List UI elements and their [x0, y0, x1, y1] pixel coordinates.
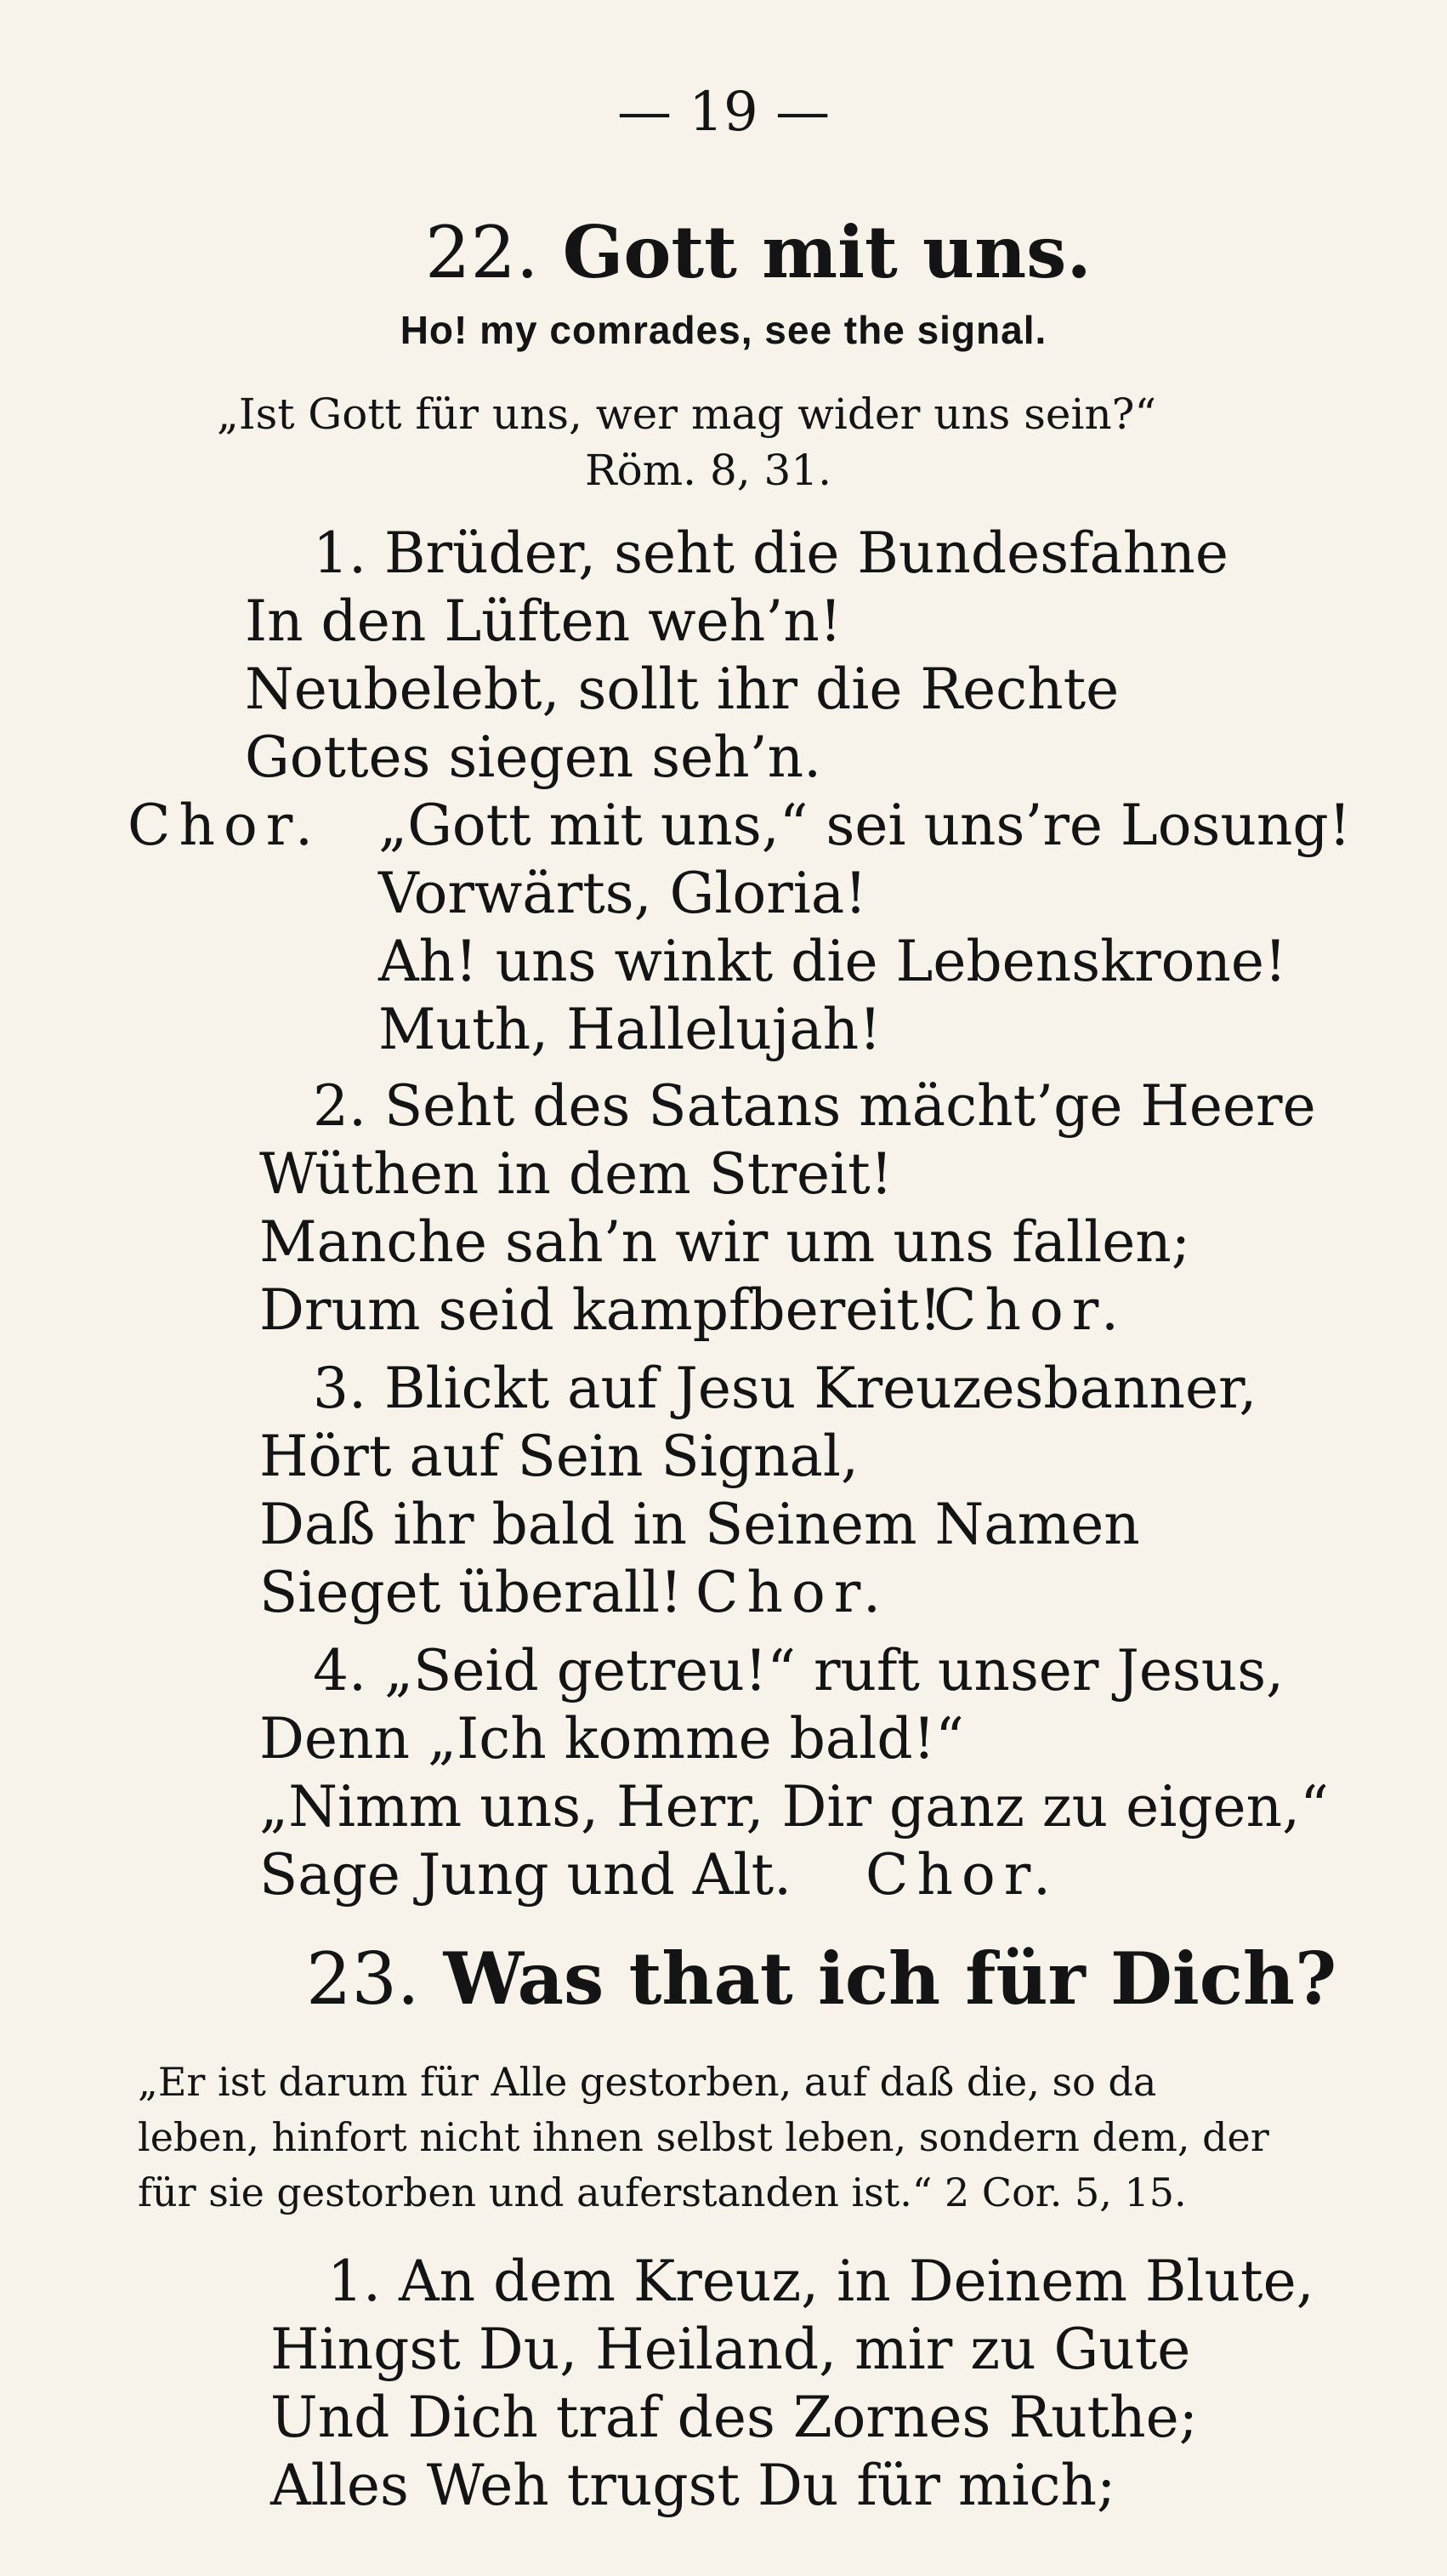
hymn-23-epigraph-line-1: „Er ist darum für Alle gestorben, auf daß die, so da [138, 2059, 1157, 2105]
hymn-22-verse-3-line-3: Daß ihr bald in Seinem Namen [259, 1492, 1140, 1557]
hymn-23-number: 23. [306, 1937, 420, 2021]
hymn-22-verse-1-line-4: Gottes siegen seh’n. [245, 725, 822, 790]
hymn-23-title-text: Was that ich für Dich? [443, 1936, 1337, 2021]
hymn-22-chorus-line-1: „Gott mit uns,“ sei uns’re Losung! [378, 793, 1352, 858]
hymn-22-verse-1-line-1: 1. Brüder, seht die Bundesfahne [313, 520, 1229, 586]
hymn-22-title [425, 210, 1092, 294]
hymn-22-verse-3-line-4: Sieget überall! [259, 1560, 683, 1625]
hymn-22-verse-4-chor: Chor. [865, 1842, 1060, 1908]
hymn-22-english-title: Ho! my comrades, see the signal. [400, 308, 1047, 352]
hymn-22-verse-4-line-1: 4. „Seid getreu!“ ruft unser Jesus, [313, 1638, 1285, 1703]
hymn-23-title [306, 1936, 1337, 2021]
hymn-22-verse-4-line-4: Sage Jung und Alt. [259, 1842, 792, 1908]
hymn-22-title-text: Gott mit uns. [562, 210, 1092, 294]
hymn-23-verse-1-line-4: Alles Weh trugst Du für mich; [270, 2453, 1116, 2518]
hymn-23-verse-1-line-3: Und Dich traf des Zornes Ruthe; [270, 2385, 1198, 2450]
hymn-22-verse-2-chor: Chor. [933, 1277, 1128, 1343]
hymn-23-verse-1-line-1: 1. An dem Kreuz, in Deinem Blute, [327, 2249, 1314, 2314]
hymn-22-verse-1-line-3: Neubelebt, sollt ihr die Rechte [245, 657, 1120, 722]
hymn-22-chorus-line-2: Vorwärts, Gloria! [378, 861, 867, 926]
hymn-22-epigraph: „Ist Gott für uns, wer mag wider uns sein?“ [217, 390, 1157, 439]
hymn-22-chorus-label: Chor. [128, 793, 322, 858]
hymn-22-verse-3-line-2: Hört auf Sein Signal, [259, 1424, 859, 1489]
hymn-23-verse-1-line-2: Hingst Du, Heiland, mir zu Gute [270, 2317, 1191, 2382]
hymn-22-number: 22. [425, 211, 539, 294]
hymn-22-verse-2-line-1: 2. Seht des Satans mächt’ge Heere [313, 1073, 1316, 1139]
page-number: — 19 — [616, 81, 831, 144]
hymn-22-verse-1-line-2: In den Lüften weh’n! [245, 589, 843, 654]
hymn-22-verse-2-line-4: Drum seid kampfbereit! [259, 1277, 942, 1343]
hymn-22-verse-3-line-1: 3. Blickt auf Jesu Kreuzesbanner, [313, 1356, 1257, 1421]
hymn-22-chorus-line-3: Ah! uns winkt die Lebenskrone! [378, 929, 1287, 994]
hymn-22-verse-2-line-2: Wüthen in dem Streit! [259, 1141, 894, 1207]
hymn-22-epigraph-ref: Röm. 8, 31. [585, 446, 832, 495]
hymn-23-epigraph-line-2: leben, hinfort nicht ihnen selbst leben, sondern dem, der [138, 2114, 1269, 2160]
hymn-22-verse-2-line-3: Manche sah’n wir um uns fallen; [259, 1209, 1190, 1275]
hymn-23-epigraph-line-3: für sie gestorben und auferstanden ist.“ 2 Cor. 5, 15. [138, 2169, 1187, 2215]
hymn-22-chorus-line-4: Muth, Hallelujah! [378, 997, 882, 1062]
hymn-22-verse-3-chor: Chor. [695, 1560, 890, 1625]
hymn-22-verse-4-line-3: „Nimm uns, Herr, Dir ganz zu eigen,“ [259, 1774, 1329, 1840]
hymn-22-verse-4-line-2: Denn „Ich komme bald!“ [259, 1706, 964, 1771]
